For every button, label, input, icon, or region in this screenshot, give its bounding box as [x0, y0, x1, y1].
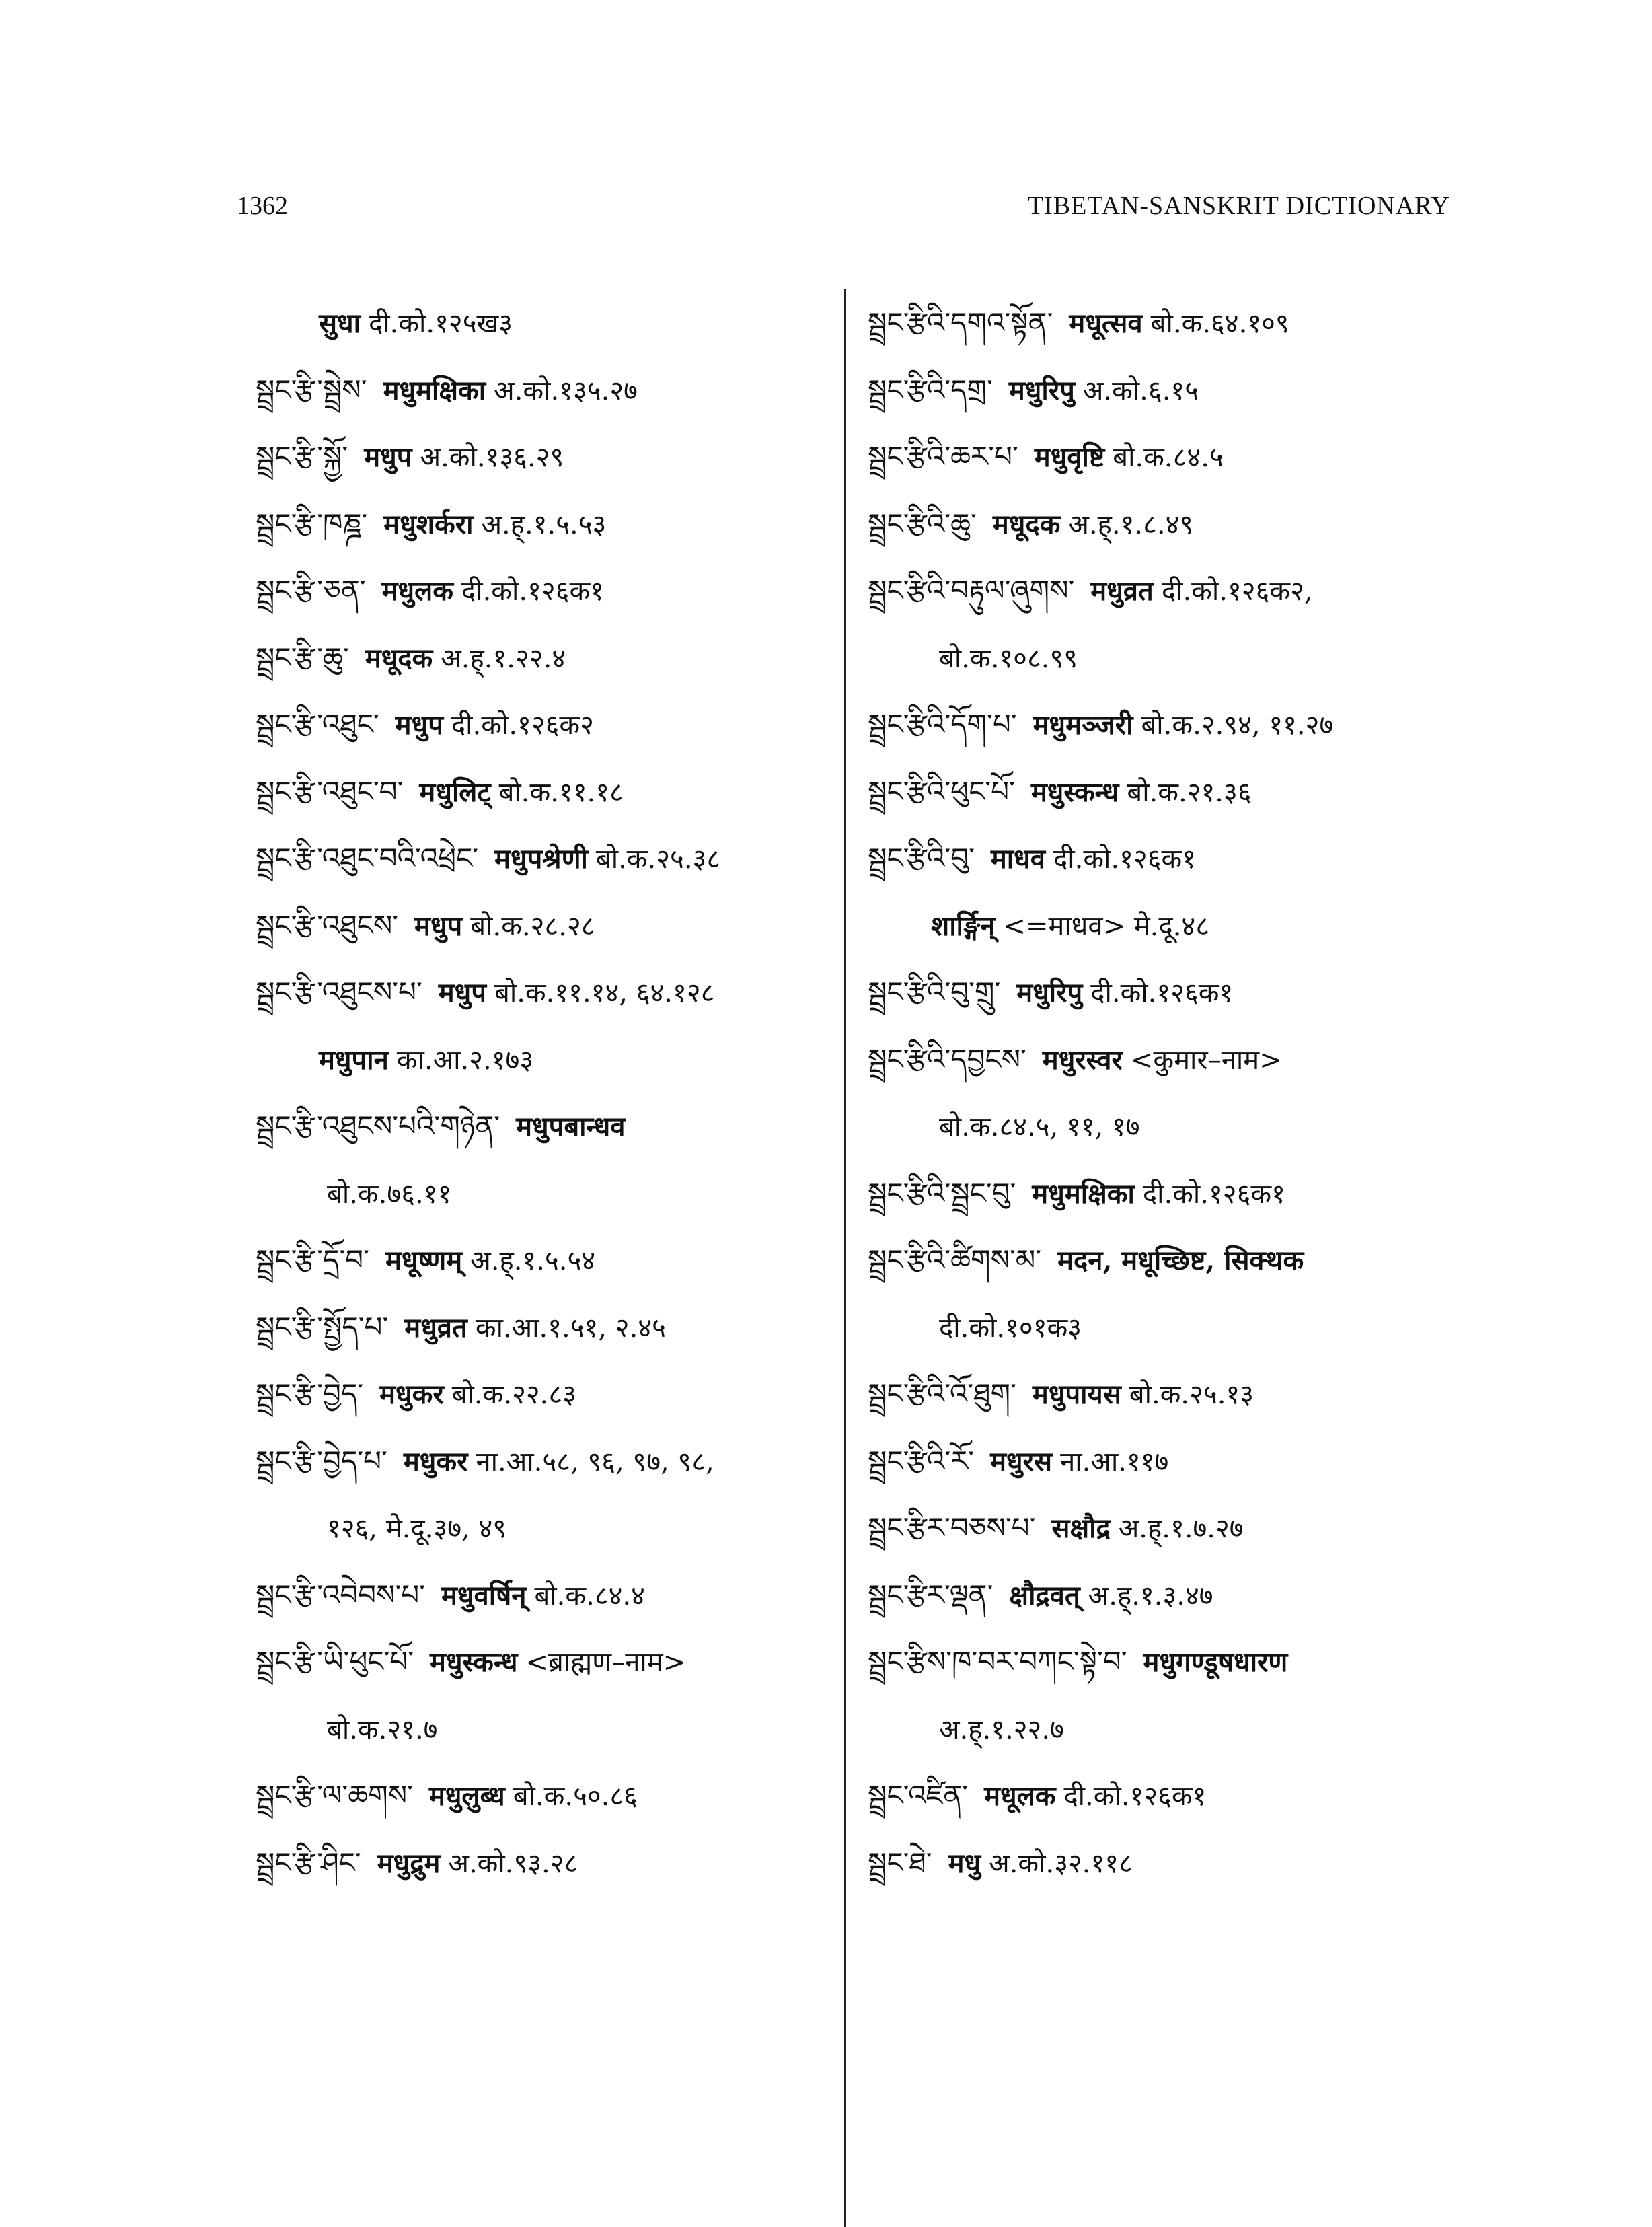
- dictionary-entry: [868, 1428, 1460, 1495]
- sanskrit-equivalent: मधुलक: [381, 575, 453, 607]
- dictionary-entry: [868, 1093, 1460, 1160]
- tibetan-headword: སྦྲང་ཐེ་: [868, 1846, 932, 1879]
- sanskrit-equivalent: मधुमञ्जरी: [1032, 709, 1133, 741]
- source-reference: <ब्राह्मण–नाम>: [525, 1647, 686, 1678]
- sanskrit-equivalent: मधुवृष्टि: [1034, 441, 1105, 473]
- tibetan-headword: སྦྲང་རྩི་འཐུངས་: [256, 908, 399, 942]
- sanskrit-equivalent: क्षौद्रवत्: [1009, 1579, 1080, 1611]
- tibetan-headword: སྦྲང་རྩིའི་ཚིགས་མ་: [868, 1243, 1042, 1276]
- dictionary-entry: [256, 1026, 834, 1093]
- sanskrit-equivalent: मधुशर्करा: [383, 508, 474, 540]
- sanskrit-equivalent: मधुरिपु: [1016, 977, 1083, 1009]
- dictionary-entry: [868, 423, 1460, 490]
- dictionary-entry: [256, 892, 834, 959]
- source-reference: दी.को.१२५ख३: [369, 308, 513, 339]
- dictionary-entry: [868, 1628, 1460, 1695]
- sanskrit-equivalent: मधुकर: [379, 1379, 444, 1410]
- sanskrit-equivalent: मधुपश्रेणी: [494, 843, 588, 875]
- source-reference: अ.को.३२.११८: [989, 1848, 1133, 1879]
- tibetan-headword: སྦྲང་རྩི་ཤིང་: [256, 1846, 361, 1879]
- dictionary-entry: [256, 1562, 834, 1629]
- sanskrit-equivalent: मधुव्रत: [1090, 575, 1154, 607]
- sanskrit-equivalent: मधूलक: [984, 1780, 1056, 1812]
- tibetan-headword: སྦྲང་རྩི་ཡི་ཕུང་པོ་: [256, 1645, 414, 1678]
- source-reference: दी.को.१२६क२,: [1161, 576, 1313, 607]
- dictionary-entry: [868, 490, 1460, 558]
- sanskrit-equivalent: मधुरस्वर: [1042, 1044, 1123, 1076]
- dictionary-entry: [256, 1628, 834, 1695]
- source-reference: बो.क.२८.२८: [470, 910, 595, 942]
- dictionary-entry: [868, 1762, 1460, 1829]
- dictionary-entry: [868, 892, 1460, 959]
- source-reference: अ.को.१३६.२९: [420, 442, 564, 473]
- dictionary-entry: [868, 959, 1460, 1026]
- dictionary-entry: [256, 289, 834, 357]
- right-column: [868, 289, 1460, 1896]
- sanskrit-equivalent: मधुद्रुम: [377, 1847, 441, 1879]
- dictionary-entry: [256, 1494, 834, 1562]
- tibetan-headword: སྦྲང་རྩིར་བཅས་པ་: [868, 1511, 1036, 1544]
- sanskrit-equivalent: मधुपायस: [1032, 1379, 1121, 1410]
- dictionary-entry: [868, 1494, 1460, 1562]
- sanskrit-equivalent: मधुस्कन्ध: [430, 1646, 518, 1678]
- source-reference: ना.आ.५८, ९६, ९७, ९८,: [476, 1446, 714, 1477]
- tibetan-headword: སྦྲང་རྩི་སྤྱོད་པ་: [256, 1310, 389, 1344]
- source-reference: दी.को.१०१क३: [939, 1312, 1082, 1344]
- source-reference: बो.क.६४.१०९: [1150, 308, 1289, 339]
- sanskrit-equivalent: मधुप: [438, 977, 487, 1009]
- dictionary-entry: [256, 1227, 834, 1294]
- tibetan-headword: སྦྲང་རྩི་དྲོ་བ་: [256, 1243, 369, 1276]
- source-reference: दी.को.१२६क१: [1063, 1781, 1207, 1812]
- tibetan-headword: སྦྲང་རྩི་བྱེད་པ་: [256, 1444, 387, 1477]
- source-reference: अ.ह्.१.३.४७: [1088, 1580, 1213, 1611]
- tibetan-headword: སྦྲང་རྩི་འཐུང་བ་: [256, 774, 404, 808]
- source-reference: बो.क.८४.५, ११, १७: [939, 1111, 1140, 1142]
- source-reference: बो.क.८४.५: [1113, 442, 1224, 473]
- dictionary-entry: [868, 825, 1460, 892]
- sanskrit-equivalent: मधुरिपु: [1008, 374, 1075, 406]
- sanskrit-equivalent: मधुकर: [403, 1445, 468, 1477]
- dictionary-entry: [256, 691, 834, 758]
- running-title: TIBETAN-SANSKRIT DICTIONARY: [1027, 192, 1450, 220]
- sanskrit-equivalent: मधूदक: [365, 642, 433, 674]
- dictionary-entry: [256, 1428, 834, 1495]
- dictionary-entry: [256, 1762, 834, 1829]
- source-reference: दी.को.१२६क१: [1090, 978, 1234, 1009]
- source-reference: अ.ह्.१.२२.४: [441, 643, 566, 674]
- source-reference: दी.को.१२६क१: [1053, 844, 1197, 875]
- tibetan-headword: སྦྲང་རྩིའི་བརྟུལ་ཞུགས་: [868, 574, 1075, 607]
- tibetan-headword: སྦྲང་རྩི་སྦྲེས་: [256, 373, 367, 406]
- sanskrit-equivalent: मधुमक्षिका: [383, 374, 486, 406]
- tibetan-headword: སྦྲང་རྩིའི་ཆར་པ་: [868, 440, 1018, 473]
- tibetan-headword: སྦྲང་རྩི་འཐུང་བའི་འཕྲེང་: [256, 842, 479, 875]
- sanskrit-equivalent: मधुलुब्ध: [428, 1780, 505, 1812]
- dictionary-entry: [256, 1695, 834, 1763]
- dictionary-entry: [868, 557, 1460, 624]
- left-column: [256, 289, 834, 1896]
- dictionary-entry: [868, 691, 1460, 758]
- tibetan-headword: སྦྲང་རྩི་འཐུངས་པའི་གཉེན་: [256, 1109, 500, 1142]
- source-reference: अ.ह्.१.८.४९: [1068, 509, 1194, 540]
- tibetan-headword: སྦྲང་རྩི་ཁཎྜ་: [256, 507, 368, 540]
- tibetan-headword: སྦྲང་རྩིའི་འོ་ཐུག་: [868, 1377, 1016, 1410]
- sanskrit-equivalent: मधुमक्षिका: [1032, 1177, 1135, 1210]
- tibetan-headword: སྦྲང་རྩིའི་དགྲ་: [868, 373, 993, 406]
- dictionary-entry: [868, 1562, 1460, 1629]
- source-reference: बो.क.११.१४, ६४.१२८: [494, 978, 715, 1009]
- source-reference: दी.को.१२६क१: [461, 576, 604, 607]
- dictionary-entry: [868, 1160, 1460, 1227]
- tibetan-headword: སྦྲང་རྩིའི་བུ་གྲུ་: [868, 976, 1001, 1009]
- sanskrit-equivalent: मधुस्कन्ध: [1030, 776, 1119, 808]
- tibetan-headword: སྦྲང་རྩིས་ཁ་བར་བཀང་སྟེ་བ་: [868, 1645, 1127, 1678]
- source-reference: बो.क.२१.३६: [1127, 776, 1252, 808]
- dictionary-entry: [256, 1093, 834, 1160]
- tibetan-headword: སྦྲང་རྩིའི་བུ་: [868, 842, 975, 875]
- dictionary-entry: [256, 357, 834, 424]
- dictionary-entry: [256, 1294, 834, 1361]
- source-reference: बो.क.७६.११: [327, 1178, 452, 1210]
- tibetan-headword: སྦྲང་རྩིར་ལྡན་: [868, 1578, 993, 1611]
- source-reference: बो.क.२५.१३: [1129, 1379, 1254, 1410]
- sanskrit-equivalent: मदन, मधूच्छिष्ट, सिक्थक: [1057, 1245, 1304, 1276]
- dictionary-entry: [868, 1294, 1460, 1361]
- sanskrit-equivalent: मधूत्सव: [1069, 307, 1143, 339]
- dictionary-entry: [868, 289, 1460, 357]
- source-reference: <=माधव> मे.दू.४८: [1003, 910, 1210, 942]
- source-reference: अ.ह्.१.२२.७: [939, 1714, 1064, 1745]
- sanskrit-equivalent: मधुप: [414, 910, 463, 942]
- sanskrit-equivalent: मधुव्रत: [404, 1311, 467, 1344]
- tibetan-headword: སྦྲང་འཛིན་: [868, 1779, 969, 1812]
- source-reference: बो.क.११.१८: [498, 776, 624, 808]
- tibetan-headword: སྦྲང་རྩིའི་སྦྲང་བུ་: [868, 1176, 1016, 1210]
- page-number: 1362: [237, 192, 288, 220]
- source-reference: अ.ह्.१.७.२७: [1118, 1513, 1244, 1544]
- source-reference: बो.क.२५.३८: [595, 844, 721, 875]
- source-reference: का.आ.२.१७३: [396, 1044, 534, 1076]
- source-reference: अ.ह्.१.५.५४: [470, 1245, 596, 1276]
- dictionary-entry: [256, 1829, 834, 1897]
- sanskrit-equivalent: मधुगण्डूषधारण: [1143, 1646, 1288, 1678]
- dictionary-entry: [868, 758, 1460, 826]
- sanskrit-equivalent: मधूदक: [992, 508, 1061, 540]
- dictionary-entry: [868, 1695, 1460, 1763]
- sanskrit-equivalent: मधुप: [395, 709, 443, 741]
- source-reference: दी.को.१२६क२: [451, 710, 594, 741]
- tibetan-headword: སྦྲང་རྩིའི་ཆུ་: [868, 507, 977, 540]
- dictionary-entry: [256, 825, 834, 892]
- dictionary-entry: [256, 557, 834, 624]
- sanskrit-equivalent: मधुप: [364, 441, 412, 473]
- sanskrit-equivalent: सुधा: [319, 307, 361, 339]
- dictionary-entry: [868, 1026, 1460, 1093]
- source-reference: बो.क.१०८.९९: [939, 643, 1078, 674]
- sanskrit-equivalent: मधुवर्षिन्: [441, 1579, 527, 1611]
- source-reference: बो.क.८४.४: [534, 1580, 645, 1611]
- sanskrit-equivalent: मधुरस: [990, 1445, 1053, 1477]
- dictionary-entry: [868, 1829, 1460, 1897]
- tibetan-headword: སྦྲང་རྩིའི་ཕུང་པོ་: [868, 774, 1015, 808]
- sanskrit-equivalent: माधव: [990, 843, 1046, 875]
- tibetan-headword: སྦྲང་རྩི་བྱེད་: [256, 1377, 364, 1410]
- tibetan-headword: སྦྲང་རྩི་སྐྱོ་: [256, 440, 348, 473]
- dictionary-entry: [256, 1160, 834, 1227]
- tibetan-headword: སྦྲང་རྩི་འབེབས་པ་: [256, 1578, 426, 1611]
- source-reference: अ.को.६.१५: [1082, 375, 1199, 406]
- source-reference: अ.को.१३५.२७: [494, 375, 638, 406]
- sanskrit-equivalent: सक्षौद्र: [1051, 1512, 1111, 1544]
- tibetan-headword: སྦྲང་རྩིའི་དབྱངས་: [868, 1042, 1026, 1076]
- source-reference: बो.क.२.९४, ११.२७: [1141, 710, 1334, 741]
- sanskrit-equivalent: मधुपान: [319, 1044, 389, 1076]
- source-reference: बो.क.५०.८६: [513, 1781, 638, 1812]
- source-reference: <कुमार–नाम>: [1130, 1044, 1282, 1076]
- dictionary-entry: [256, 624, 834, 692]
- dictionary-entry: [868, 624, 1460, 692]
- dictionary-entry: [256, 490, 834, 558]
- dictionary-entry: [868, 1360, 1460, 1428]
- sanskrit-equivalent: मधुलिट्: [419, 776, 491, 808]
- source-reference: बो.क.२१.७: [327, 1714, 438, 1745]
- dictionary-entry: [256, 959, 834, 1026]
- dictionary-entry: [868, 357, 1460, 424]
- source-reference: बो.क.२२.८३: [451, 1379, 576, 1410]
- dictionary-entry: [868, 1227, 1460, 1294]
- sanskrit-equivalent: मधु: [948, 1847, 981, 1879]
- tibetan-headword: སྦྲང་རྩི་ལ་ཆགས་: [256, 1779, 413, 1812]
- source-reference: अ.को.९३.२८: [448, 1848, 578, 1879]
- column-divider: [844, 289, 846, 2227]
- sanskrit-equivalent: शार्ङ्गिन्: [931, 910, 996, 942]
- source-reference: दी.को.१२६क१: [1142, 1178, 1285, 1210]
- sanskrit-equivalent: मधूष्णम्: [385, 1245, 463, 1276]
- tibetan-headword: སྦྲང་རྩིའི་དགའ་སྟོན་: [868, 306, 1053, 339]
- tibetan-headword: སྦྲང་རྩིའི་རོ་: [868, 1444, 975, 1477]
- tibetan-headword: སྦྲང་རྩིའི་དོག་པ་: [868, 708, 1017, 741]
- source-reference: अ.ह्.१.५.५३: [481, 509, 607, 540]
- source-reference: ना.आ.११७: [1060, 1446, 1169, 1477]
- dictionary-entry: [256, 1360, 834, 1428]
- source-reference: का.आ.१.५१, २.४५: [475, 1312, 666, 1344]
- source-reference: १२६, मे.दू.३७, ४९: [327, 1513, 507, 1544]
- tibetan-headword: སྦྲང་རྩི་ཅན་: [256, 574, 366, 607]
- tibetan-headword: སྦྲང་རྩི་འཐུང་: [256, 708, 379, 741]
- sanskrit-equivalent: मधुपबान्धव: [516, 1111, 626, 1142]
- tibetan-headword: སྦྲང་རྩི་ཆུ་: [256, 641, 349, 674]
- tibetan-headword: སྦྲང་རྩི་འཐུངས་པ་: [256, 976, 422, 1009]
- dictionary-entry: [256, 758, 834, 826]
- dictionary-entry: [256, 423, 834, 490]
